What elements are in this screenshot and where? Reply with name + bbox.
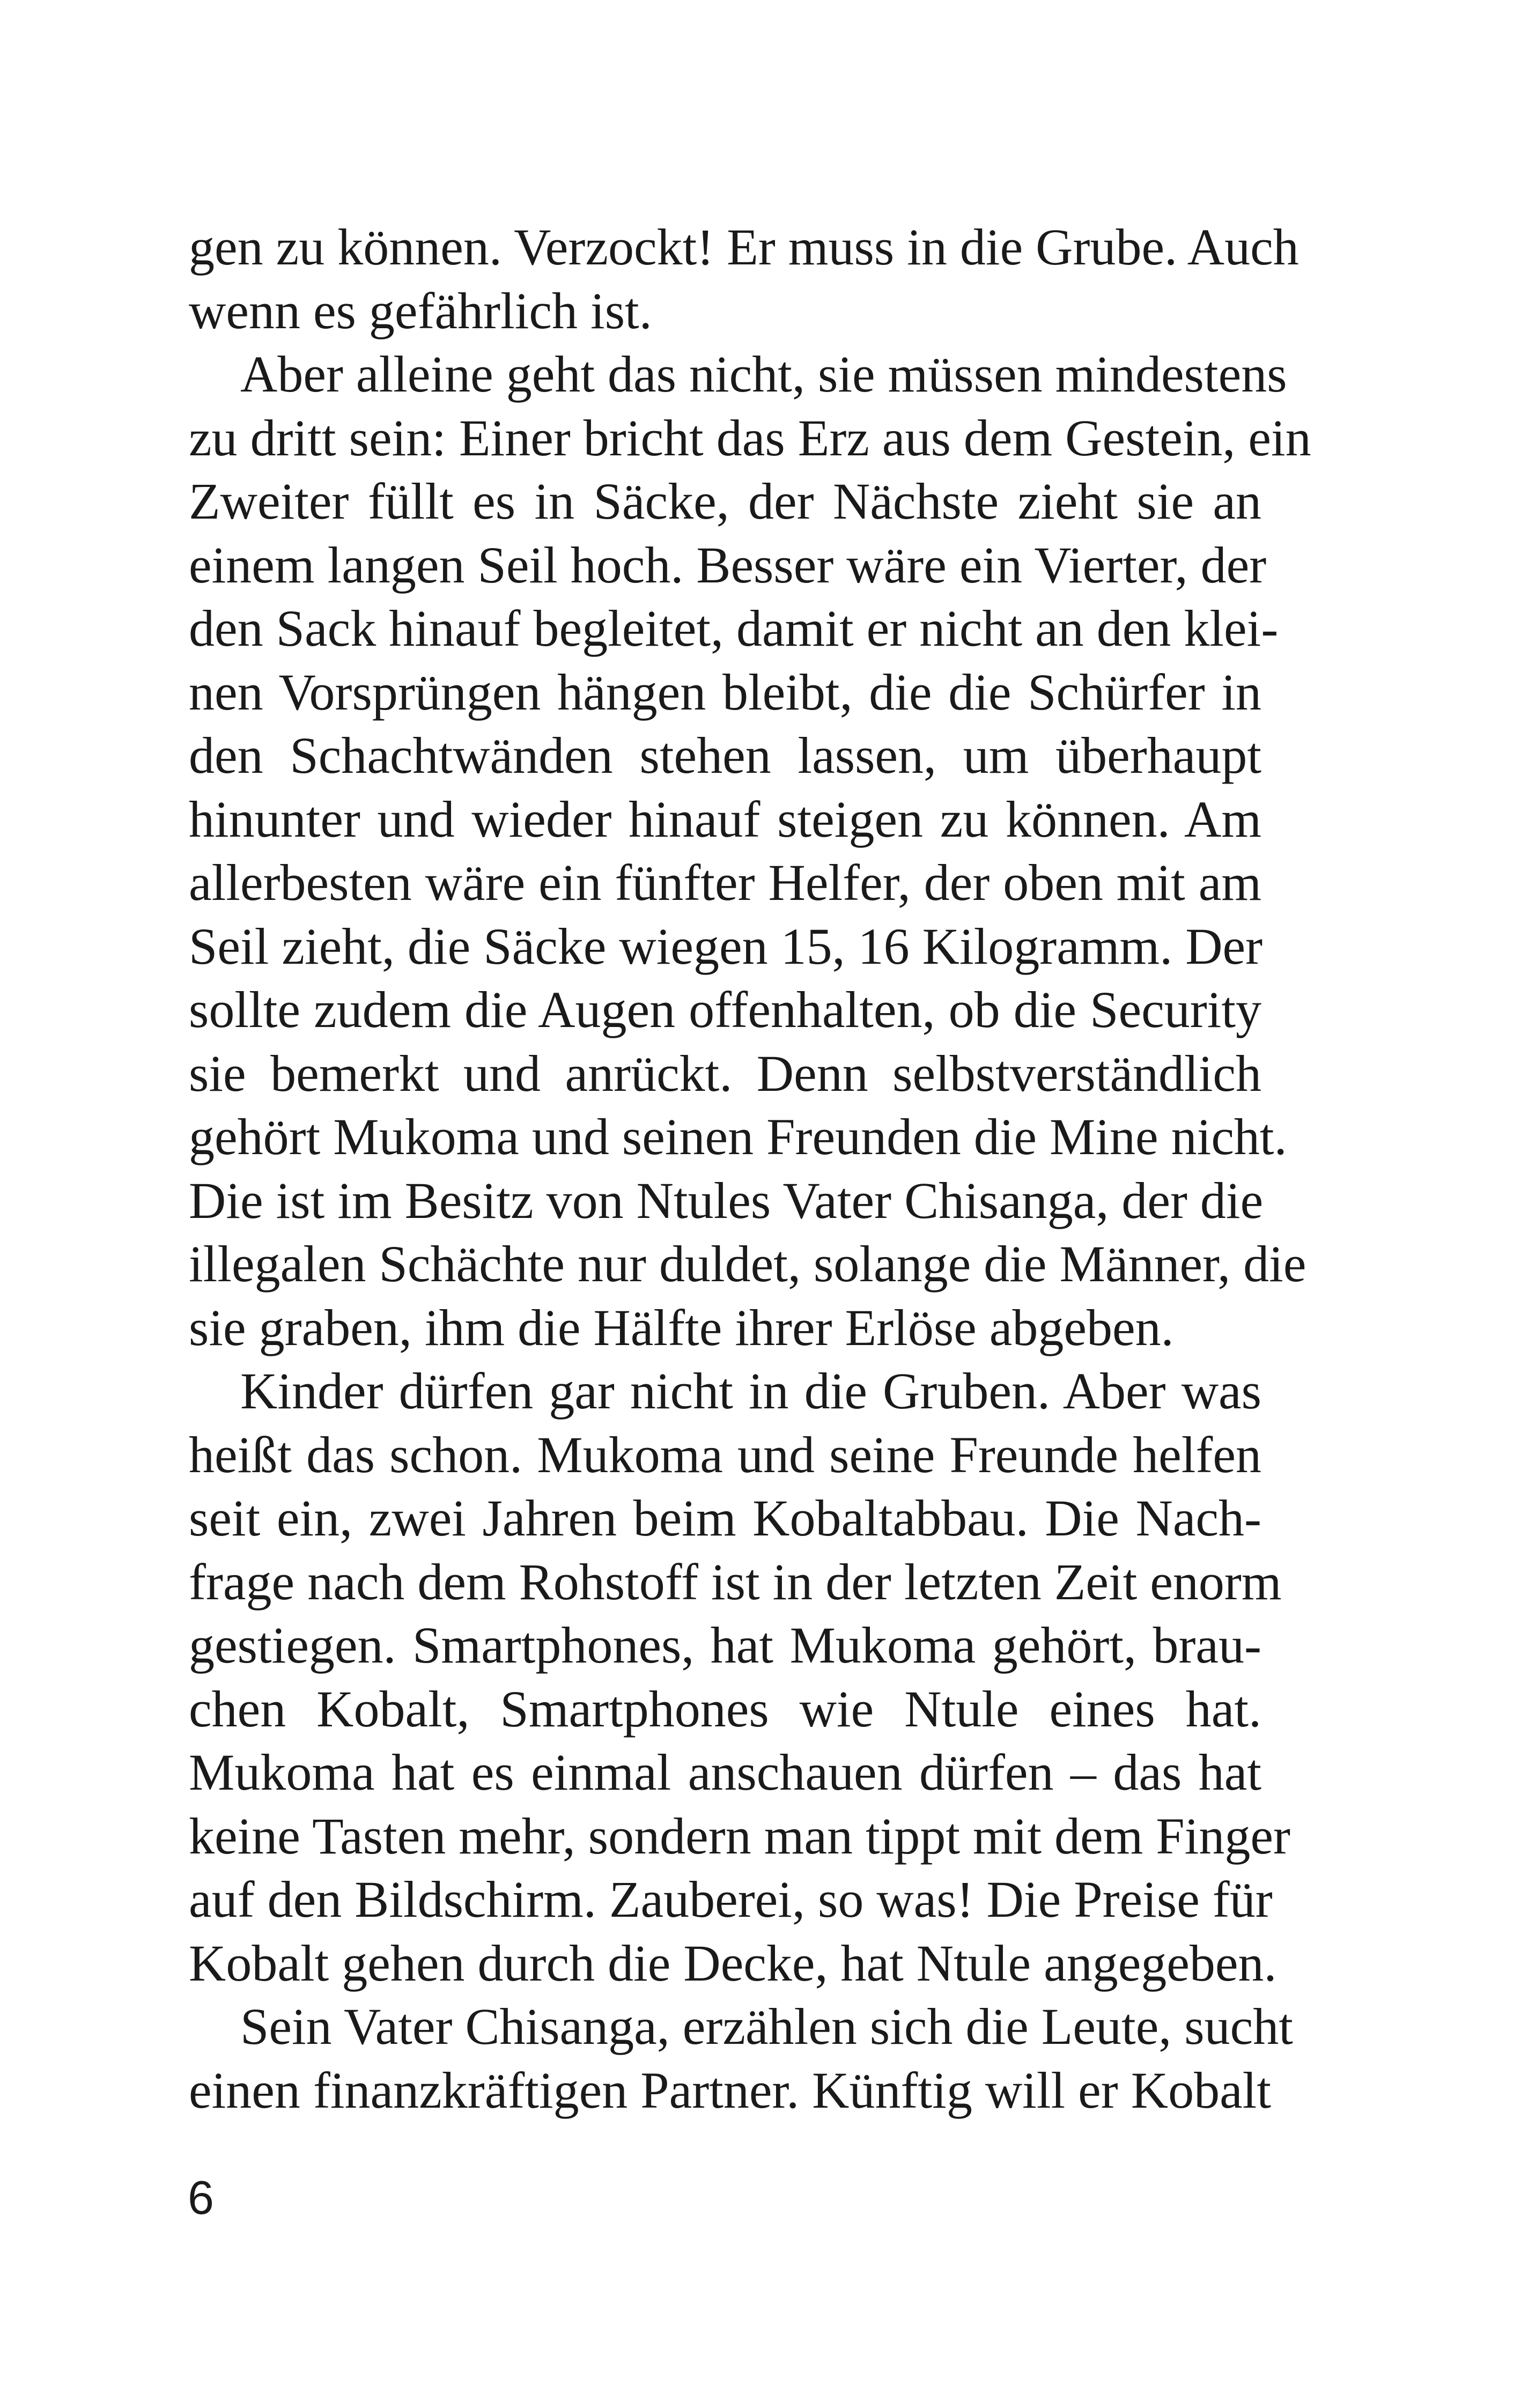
paragraph (189, 216, 1299, 343)
text-line: gehört Mukoma und seinen Freunden die Mine nicht. (189, 1108, 1287, 1165)
body-text (189, 216, 1311, 2122)
text-line: sollte zudem die Augen offenhalten, ob die Security (189, 981, 1261, 1038)
text-line: nen Vorsprüngen hängen bleibt, die die Schürfer in (189, 663, 1261, 721)
text-line: sie bemerkt und anrückt. Denn selbstverständlich (189, 1044, 1261, 1102)
text-line: sie graben, ihm die Hälfte ihrer Erlöse abgeben. (189, 1298, 1174, 1356)
text-line: chen Kobalt, Smartphones wie Ntule eines hat. (189, 1680, 1261, 1738)
text-line: Mukoma hat es einmal anschauen dürfen – das hat (189, 1744, 1261, 1801)
text-line: Zweiter füllt es in Säcke, der Nächste zieht sie an (189, 472, 1261, 530)
text-line: einen finanzkräftigen Partner. Künftig will er Kobalt (189, 2061, 1272, 2119)
text-line: den Schachtwänden stehen lassen, um überhaupt (189, 727, 1261, 784)
text-line: Kobalt gehen durch die Decke, hat Ntule angegeben. (189, 1934, 1277, 1992)
text-line: seit ein, zwei Jahren beim Kobaltabbau. Die Nach- (189, 1489, 1261, 1547)
text-line: gen zu können. Verzockt! Er muss in die Grube. Auch (189, 218, 1299, 276)
text-line: heißt das schon. Mukoma und seine Freunde helfen (189, 1425, 1261, 1483)
text-line: Aber alleine geht das nicht, sie müssen mindestens (240, 345, 1287, 403)
paragraph (189, 1360, 1290, 1995)
text-line: wenn es gefährlich ist. (189, 282, 652, 339)
paragraph (189, 1995, 1293, 2122)
text-line: Sein Vater Chisanga, erzählen sich die Leute, sucht (240, 1998, 1293, 2055)
text-line: zu dritt sein: Einer bricht das Erz aus dem Gestein, ein (189, 409, 1311, 467)
text-line: einem langen Seil hoch. Besser wäre ein Vierter, der (189, 536, 1267, 594)
text-line: Kinder dürfen gar nicht in die Gruben. Aber was (240, 1362, 1261, 1420)
text-line: keine Tasten mehr, sondern man tippt mit dem Finger (189, 1807, 1290, 1865)
text-line: illegalen Schächte nur duldet, solange die Männer, die (189, 1235, 1306, 1292)
text-line: Seil zieht, die Säcke wiegen 15, 16 Kilogramm. Der (189, 917, 1263, 975)
text-line: allerbesten wäre ein fünfter Helfer, der oben mit am (189, 854, 1261, 911)
text-line: auf den Bildschirm. Zauberei, so was! Die Preise für (189, 1871, 1273, 1928)
text-line: frage nach dem Rohstoff ist in der letzten Zeit enorm (189, 1553, 1282, 1611)
paragraph (189, 343, 1311, 1360)
text-line: hinunter und wieder hinauf steigen zu können. Am (189, 790, 1261, 848)
text-line: Die ist im Besitz von Ntules Vater Chisanga, der die (189, 1171, 1264, 1229)
text-line: den Sack hinauf begleitet, damit er nicht an den klei- (189, 600, 1279, 657)
page-number: 6 (188, 2171, 214, 2224)
text-line: gestiegen. Smartphones, hat Mukoma gehört, brau- (189, 1616, 1261, 1674)
